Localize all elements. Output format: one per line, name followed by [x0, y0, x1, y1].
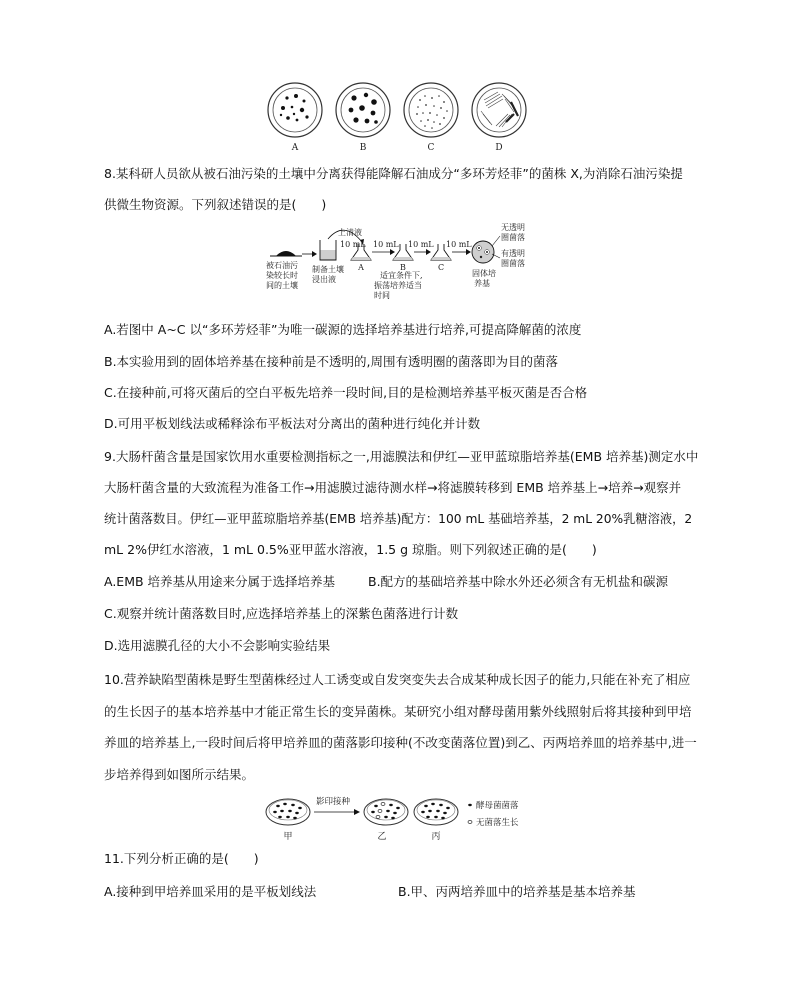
dish-label-yi: 乙: [377, 832, 387, 842]
q8-stem-line1: 8.某科研人员欲从被石油污染的土壤中分离获得能降解石油成分“多环芳烃菲”的菌株 X,为消除石油污染提: [104, 166, 683, 181]
dish-label-d: D: [495, 143, 503, 153]
q9-line2: 大肠杆菌含量的大致流程为准备工作→用滤膜过滤待测水样→将滤膜转移到 EMB 培养基上→培养→观察并: [104, 480, 682, 495]
dish-label-b: B: [359, 143, 367, 153]
prep-label-2: 浸出液: [312, 275, 336, 284]
shake-label-2: 振荡培养适当: [374, 281, 422, 290]
solid-plate-icon: [472, 241, 494, 263]
shake-label-3: 时间: [374, 291, 390, 300]
flask-label-a: A: [358, 263, 364, 272]
legend-none-label: 无菌落生长: [476, 818, 519, 828]
no-halo-label-1: 无透明: [501, 223, 525, 232]
dish-jia: [266, 799, 310, 842]
legend-yeast-marker: [468, 804, 472, 806]
replica-arrow-label: 影印接种: [316, 797, 351, 807]
q9-option-a: A.EMB 培养基从用途来分属于选择培养基: [104, 574, 336, 589]
prep-label-1: 制备土壤: [312, 265, 344, 274]
beaker-icon: [320, 240, 336, 260]
q8-figure: [262, 222, 534, 308]
halo-label-1: 有透明: [501, 249, 525, 258]
dish-label-bing: 丙: [431, 832, 441, 842]
volume-label-1: 10 mL: [340, 240, 366, 249]
soil-label-1: 被石油污: [266, 261, 298, 270]
q9-option-d: D.选用滤膜孔径的大小不会影响实验结果: [104, 638, 331, 653]
q10-replica-figure: [262, 790, 532, 842]
shake-label-1: 适宜条件下,: [380, 271, 423, 280]
legend: [468, 800, 519, 828]
q8-option-b: B.本实验用到的固体培养基在接种前是不透明的,周围有透明圈的菌落即为目的菌落: [104, 354, 559, 369]
soil-label-2: 染较长时: [266, 271, 298, 280]
volume-label-4: 10 mL: [446, 240, 472, 249]
q11-option-b: B.甲、丙两培养皿中的培养基是基本培养基: [398, 884, 636, 899]
dish-b: [336, 83, 390, 153]
dish-yi: [364, 799, 408, 842]
dish-label-jia: 甲: [283, 832, 293, 842]
q10-line4: 步培养得到如图所示结果。: [104, 767, 255, 782]
q8-stem-line2: 供微生物资源。下列叙述错误的是( ): [104, 197, 327, 212]
solid-label-1: 固体培: [472, 269, 496, 278]
volume-label-2: 10 mL: [373, 240, 399, 249]
volume-label-3: 10 mL: [408, 240, 434, 249]
dish-bing: [414, 799, 458, 842]
legend-none-marker: [468, 821, 472, 824]
q11-option-a: A.接种到甲培养皿采用的是平板划线法: [104, 884, 317, 899]
flask-label-c: C: [437, 263, 445, 272]
dish-c: [404, 83, 458, 153]
flask-label-b: B: [400, 263, 406, 272]
q9-line3: 统计菌落数目。伊红—亚甲蓝琼脂培养基(EMB 培养基)配方：100 mL 基础培养基，2 mL 20%乳糖溶液，2: [104, 512, 693, 526]
q8-option-d: D.可用平板划线法或稀释涂布平板法对分离出的菌种进行纯化并计数: [104, 416, 481, 431]
q9-option-c: C.观察并统计菌落数目时,应选择培养基上的深紫色菌落进行计数: [104, 606, 459, 621]
petri-dish-figure: [262, 80, 532, 154]
q10-line1: 10.营养缺陷型菌株是野生型菌株经过人工诱变或自发突变失去合成某种成长因子的能力,只能在补充了相应: [104, 672, 691, 687]
q8-option-c: C.在接种前,可将灭菌后的空白平板先培养一段时间,目的是检测培养基平板灭菌是否合格: [104, 385, 588, 400]
q9-line4: mL 2%伊红水溶液，1 mL 0.5%亚甲蓝水溶液，1.5 g 琼脂。则下列叙述正确的是( ): [104, 542, 597, 557]
dish-d: [472, 83, 526, 153]
supernatant-label: 上清液: [338, 228, 362, 237]
dish-a: [268, 83, 322, 153]
no-halo-label-2: 圈菌落: [501, 233, 525, 242]
dish-label-c: C: [427, 143, 435, 153]
q8-option-a: A.若图中 A~C 以“多环芳烃菲”为唯一碳源的选择培养基进行培养,可提高降解菌的浓度: [104, 322, 582, 337]
q11-stem: 11.下列分析正确的是( ): [104, 851, 259, 866]
q9-option-b: B.配方的基础培养基中除水外还必须含有无机盐和碳源: [368, 574, 669, 589]
halo-label-2: 圈菌落: [501, 259, 525, 268]
legend-yeast-label: 酵母菌菌落: [476, 801, 519, 811]
soil-label-3: 间的土壤: [266, 281, 298, 290]
q9-line1: 9.大肠杆菌含量是国家饮用水重要检测指标之一,用滤膜法和伊红—亚甲蓝琼脂培养基(EMB 培养基)测定水中: [104, 449, 699, 464]
q10-line2: 的生长因子的基本培养基中才能正常生长的变异菌株。某研究小组对酵母菌用紫外线照射后将其接种到甲培: [104, 704, 692, 719]
q10-line3: 养皿的培养基上,一段时间后将甲培养皿的菌落影印接种(不改变菌落位置)到乙、丙两培养皿的培养基中,进一: [104, 735, 697, 750]
soil-mound-icon: [270, 251, 302, 256]
dish-label-a: A: [291, 143, 299, 153]
solid-label-2: 养基: [474, 279, 490, 288]
